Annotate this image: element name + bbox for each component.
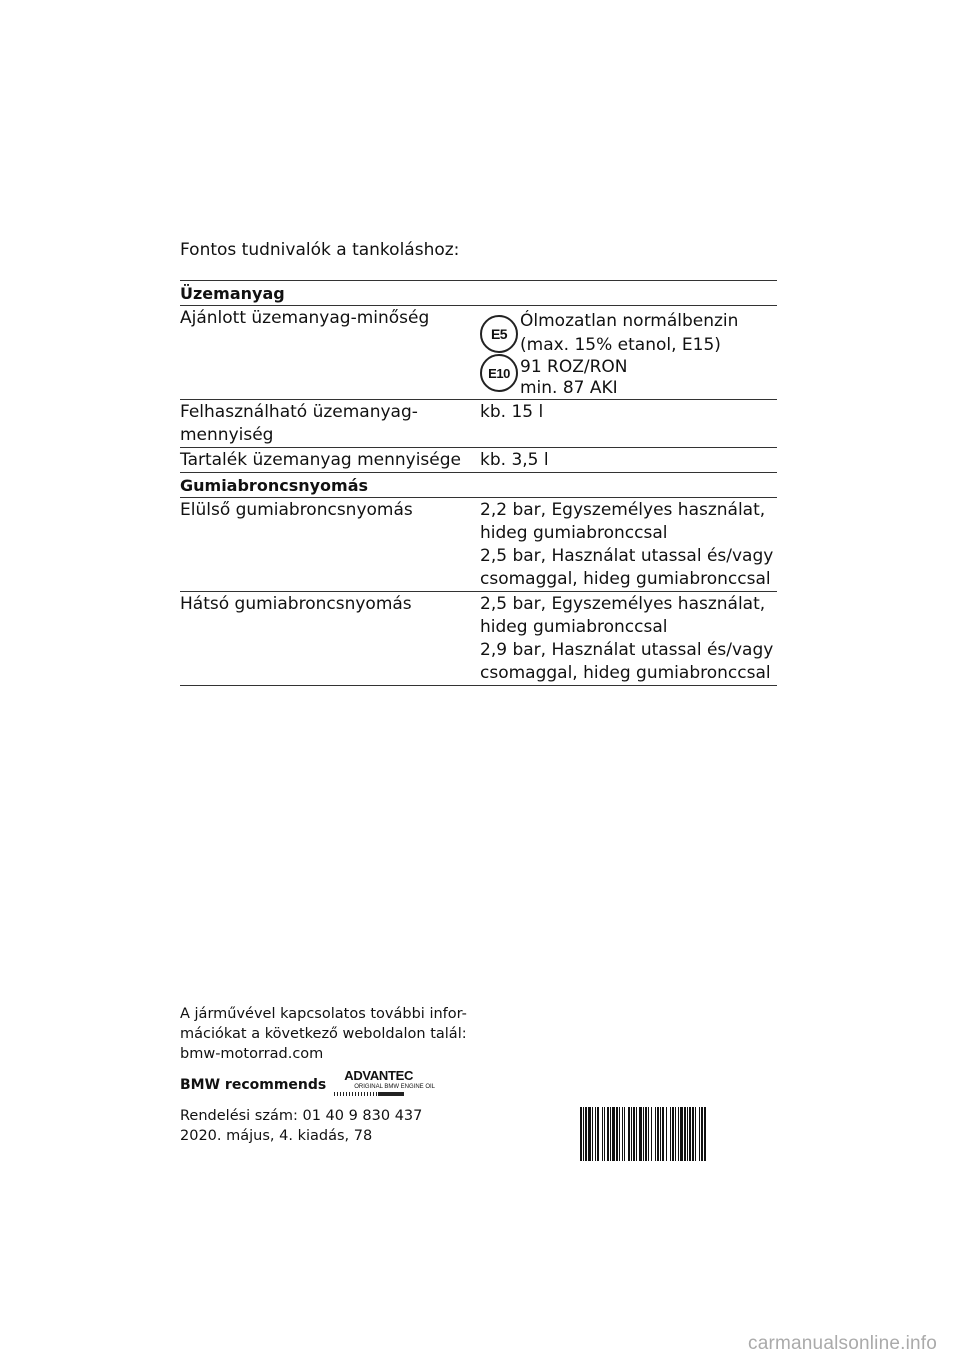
- rear-tyre-line: csomaggal, hideg gumiabronccsal: [480, 663, 771, 683]
- row-usable-fuel: [180, 400, 777, 448]
- fuel-quality-label: Ajánlott üzemanyag-minőség: [180, 308, 430, 328]
- spec-table: [180, 280, 777, 686]
- fuel-quality-line: (max. 15% etanol, E15): [520, 335, 721, 355]
- row-front-tyre: [180, 498, 777, 592]
- order-info: [180, 1106, 422, 1146]
- reserve-fuel-value: kb. 3,5 l: [480, 450, 549, 470]
- e10-fuel-icon: E10: [480, 354, 518, 392]
- advantec-logo-text: ADVANTEC: [344, 1068, 414, 1083]
- row-fuel-quality: [180, 306, 777, 400]
- bmw-recommends: [180, 1068, 449, 1102]
- order-number: Rendelési szám: 01 40 9 830 437: [180, 1108, 423, 1124]
- advantec-logo-subtext: ORIGINAL BMW ENGINE OIL: [354, 1084, 436, 1090]
- section-title-tyre: Gumiabroncsnyomás: [180, 473, 777, 498]
- website-text: bmw-motorrad.com: [180, 1046, 324, 1062]
- usable-fuel-label: mennyiség: [180, 425, 274, 445]
- rear-tyre-line: 2,9 bar, Használat utassal és/vagy: [480, 640, 774, 660]
- rear-tyre-line: hideg gumiabronccsal: [480, 617, 668, 637]
- barcode-image: [580, 1107, 776, 1161]
- rear-tyre-label: Hátsó gumiabroncsnyomás: [180, 594, 412, 614]
- fuel-quality-line: Ólmozatlan normálbenzin: [520, 311, 739, 331]
- info-line: A járművével kapcsolatos további infor-: [180, 1006, 467, 1022]
- fuel-quality-line: min. 87 AKI: [520, 378, 618, 398]
- intro-heading: Fontos tudnivalók a tankoláshoz:: [180, 240, 460, 260]
- usable-fuel-value: kb. 15 l: [480, 402, 544, 422]
- e5-fuel-icon: E5: [480, 315, 518, 353]
- front-tyre-line: hideg gumiabronccsal: [480, 523, 668, 543]
- edition-text: 2020. május, 4. kiadás, 78: [180, 1128, 373, 1144]
- row-reserve-fuel: [180, 448, 777, 473]
- rear-tyre-line: 2,5 bar, Egyszemélyes használat,: [480, 594, 766, 614]
- front-tyre-line: 2,2 bar, Egyszemélyes használat,: [480, 500, 766, 520]
- advantec-logo: [334, 1068, 449, 1102]
- section-title-fuel: Üzemanyag: [180, 281, 777, 306]
- reserve-fuel-label: Tartalék üzemanyag mennyisége: [180, 450, 461, 470]
- usable-fuel-label: Felhasználható üzemanyag-: [180, 402, 418, 422]
- footer-info: [180, 1004, 480, 1064]
- info-line: mációkat a következő weboldalon talál:: [180, 1026, 467, 1042]
- front-tyre-label: Elülső gumiabroncsnyomás: [180, 500, 413, 520]
- bmw-recommends-text: BMW recommends: [180, 1077, 327, 1093]
- front-tyre-line: csomaggal, hideg gumiabronccsal: [480, 569, 771, 589]
- fuel-quality-line: 91 ROZ/RON: [520, 357, 628, 377]
- watermark: carmanualsonline.info: [748, 1333, 938, 1354]
- front-tyre-line: 2,5 bar, Használat utassal és/vagy: [480, 546, 774, 566]
- row-rear-tyre: [180, 592, 777, 686]
